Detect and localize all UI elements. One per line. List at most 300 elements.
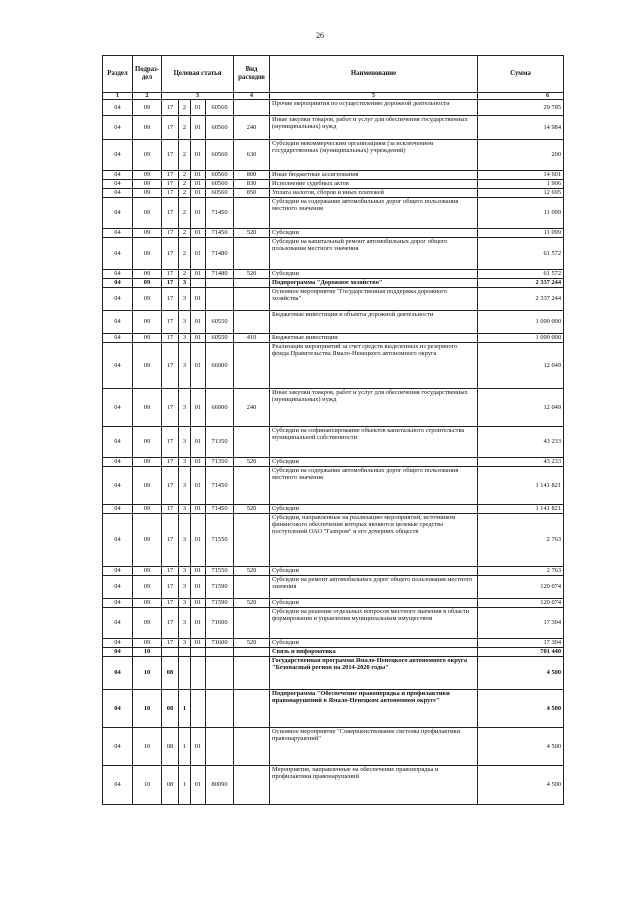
sum-cell: 12 695 xyxy=(478,189,564,198)
program-code-cell: 17 xyxy=(162,140,179,171)
program-code-cell: 17 xyxy=(162,467,179,505)
program-code-cell: 17 xyxy=(162,171,179,180)
direction-code-cell: 60560 xyxy=(206,189,234,198)
direction-code-cell: 60550 xyxy=(206,334,234,343)
program-code-cell: 17 xyxy=(162,100,179,116)
direction-code-cell: 60560 xyxy=(206,180,234,189)
vid-rashodov-cell: 830 xyxy=(234,180,270,189)
subprogram-code-cell: 1 xyxy=(179,766,191,805)
sum-cell: 2 763 xyxy=(478,567,564,576)
razdel-cell: 04 xyxy=(103,198,133,229)
event-code-cell: 01 xyxy=(191,427,206,458)
sum-cell: 2 763 xyxy=(478,514,564,567)
subprogram-code-cell: 3 xyxy=(179,608,191,639)
name-cell: Субсидии на ремонт автомобильных дорог общего пользования местного значения xyxy=(270,576,478,599)
podrazdel-cell: 09 xyxy=(133,343,162,389)
event-code-cell: 01 xyxy=(191,180,206,189)
event-code-cell: 01 xyxy=(191,766,206,805)
subprogram-code-cell: 2 xyxy=(179,180,191,189)
name-cell: Субсидии xyxy=(270,458,478,467)
vid-rashodov-cell: 850 xyxy=(234,189,270,198)
direction-code-cell: 60560 xyxy=(206,116,234,140)
vid-rashodov-cell: 520 xyxy=(234,270,270,279)
header-row xyxy=(103,56,564,93)
subprogram-code-cell: 3 xyxy=(179,567,191,576)
sum-cell: 1 141 821 xyxy=(478,505,564,514)
header-razdel: Раздел xyxy=(103,56,133,93)
sum-cell: 14 984 xyxy=(478,116,564,140)
razdel-cell: 04 xyxy=(103,639,133,648)
subprogram-code-cell: 3 xyxy=(179,458,191,467)
direction-code-cell: 60560 xyxy=(206,140,234,171)
table-row xyxy=(103,648,564,657)
event-code-cell: 01 xyxy=(191,639,206,648)
table-row xyxy=(103,100,564,116)
sum-cell: 2 337 244 xyxy=(478,279,564,288)
podrazdel-cell: 09 xyxy=(133,458,162,467)
budget-table xyxy=(102,55,564,805)
table-row xyxy=(103,599,564,608)
subprogram-code-cell: 1 xyxy=(179,728,191,766)
podrazdel-cell: 09 xyxy=(133,505,162,514)
podrazdel-cell: 09 xyxy=(133,270,162,279)
podrazdel-cell: 09 xyxy=(133,140,162,171)
subprogram-code-cell: 3 xyxy=(179,576,191,599)
program-code-cell: 17 xyxy=(162,116,179,140)
event-code-cell: 01 xyxy=(191,140,206,171)
podrazdel-cell: 09 xyxy=(133,311,162,334)
table-row xyxy=(103,576,564,599)
name-cell: Субсидии, направленные на реализацию мероприятий, источником финансового обеспечения которых являются целевые средства поступлений ОАО "Газпром" и его дочерних обществ xyxy=(270,514,478,567)
event-code-cell: 01 xyxy=(191,334,206,343)
name-cell: Субсидии некоммерческим организациям (за исключением государственных (муниципальных) учреждений) xyxy=(270,140,478,171)
sum-cell: 12 049 xyxy=(478,389,564,427)
name-cell: Субсидии xyxy=(270,639,478,648)
sum-cell: 120 074 xyxy=(478,599,564,608)
sum-cell: 14 601 xyxy=(478,171,564,180)
direction-code-cell: 71480 xyxy=(206,238,234,270)
program-code-cell: 08 xyxy=(162,657,179,690)
direction-code-cell: 66000 xyxy=(206,343,234,389)
subprogram-code-cell: 2 xyxy=(179,270,191,279)
event-code-cell: 01 xyxy=(191,116,206,140)
table-row xyxy=(103,766,564,805)
name-cell: Иные закупки товаров, работ и услуг для обеспечения государственных (муниципальных) нужд xyxy=(270,389,478,427)
direction-code-cell: 71450 xyxy=(206,198,234,229)
event-code-cell: 01 xyxy=(191,576,206,599)
sum-cell: 4 500 xyxy=(478,766,564,805)
sum-cell: 12 049 xyxy=(478,343,564,389)
vid-rashodov-cell xyxy=(234,766,270,805)
table-row xyxy=(103,198,564,229)
direction-code-cell xyxy=(206,728,234,766)
program-code-cell: 08 xyxy=(162,728,179,766)
podrazdel-cell: 09 xyxy=(133,576,162,599)
razdel-cell: 04 xyxy=(103,514,133,567)
name-cell: Бюджетные инвестиции в объекты дорожной деятельности xyxy=(270,311,478,334)
razdel-cell: 04 xyxy=(103,657,133,690)
razdel-cell: 04 xyxy=(103,576,133,599)
subprogram-code-cell: 3 xyxy=(179,599,191,608)
name-cell: Подпрограмма "Дорожное хозяйство" xyxy=(270,279,478,288)
table-row xyxy=(103,427,564,458)
sum-cell: 61 572 xyxy=(478,270,564,279)
podrazdel-cell: 10 xyxy=(133,690,162,728)
name-cell: Основное мероприятие "Совершенствование системы профилактики правонарушений" xyxy=(270,728,478,766)
program-code-cell: 17 xyxy=(162,427,179,458)
header-vid-rashodov: Вид расходов xyxy=(234,56,270,93)
podrazdel-cell: 09 xyxy=(133,171,162,180)
table-row xyxy=(103,279,564,288)
podrazdel-cell: 09 xyxy=(133,514,162,567)
event-code-cell: 01 xyxy=(191,505,206,514)
table-row xyxy=(103,608,564,639)
subprogram-code-cell xyxy=(179,657,191,690)
event-code-cell: 01 xyxy=(191,599,206,608)
event-code-cell: 01 xyxy=(191,229,206,238)
razdel-cell: 04 xyxy=(103,343,133,389)
event-code-cell xyxy=(191,657,206,690)
razdel-cell: 04 xyxy=(103,599,133,608)
table-row xyxy=(103,690,564,728)
table-row xyxy=(103,189,564,198)
subprogram-code-cell: 2 xyxy=(179,189,191,198)
podrazdel-cell: 09 xyxy=(133,189,162,198)
podrazdel-cell: 09 xyxy=(133,608,162,639)
event-code-cell: 01 xyxy=(191,467,206,505)
vid-rashodov-cell xyxy=(234,728,270,766)
direction-code-cell xyxy=(206,288,234,311)
vid-rashodov-cell xyxy=(234,238,270,270)
column-number: 3 xyxy=(162,93,234,100)
page-number: 26 xyxy=(316,31,324,40)
sum-cell: 701 440 xyxy=(478,648,564,657)
column-number: 2 xyxy=(133,93,162,100)
program-code-cell: 17 xyxy=(162,514,179,567)
vid-rashodov-cell xyxy=(234,311,270,334)
program-code-cell: 17 xyxy=(162,311,179,334)
sum-cell: 43 233 xyxy=(478,458,564,467)
subprogram-code-cell: 1 xyxy=(179,690,191,728)
table-row xyxy=(103,140,564,171)
sum-cell: 29 785 xyxy=(478,100,564,116)
name-cell: Бюджетные инвестиции xyxy=(270,334,478,343)
subprogram-code-cell: 3 xyxy=(179,311,191,334)
table-row xyxy=(103,458,564,467)
table-row xyxy=(103,467,564,505)
table-row xyxy=(103,567,564,576)
event-code-cell: 01 xyxy=(191,343,206,389)
name-cell: Мероприятия, направленные на обеспечение правопорядка и профилактики правонарушений xyxy=(270,766,478,805)
event-code-cell: 01 xyxy=(191,608,206,639)
program-code-cell: 17 xyxy=(162,288,179,311)
event-code-cell: 01 xyxy=(191,458,206,467)
direction-code-cell: 71450 xyxy=(206,505,234,514)
vid-rashodov-cell: 520 xyxy=(234,505,270,514)
table-row xyxy=(103,505,564,514)
name-cell: Субсидии на решение отдельных вопросов местного значения в области формирования и управления муниципальным имуществом xyxy=(270,608,478,639)
subprogram-code-cell: 3 xyxy=(179,505,191,514)
program-code-cell: 17 xyxy=(162,238,179,270)
event-code-cell xyxy=(191,279,206,288)
subprogram-code-cell: 3 xyxy=(179,288,191,311)
razdel-cell: 04 xyxy=(103,766,133,805)
sum-cell: 11 099 xyxy=(478,198,564,229)
vid-rashodov-cell xyxy=(234,576,270,599)
direction-code-cell xyxy=(206,657,234,690)
column-number: 1 xyxy=(103,93,133,100)
podrazdel-cell: 10 xyxy=(133,648,162,657)
podrazdel-cell: 09 xyxy=(133,229,162,238)
program-code-cell: 17 xyxy=(162,639,179,648)
event-code-cell: 01 xyxy=(191,567,206,576)
razdel-cell: 04 xyxy=(103,427,133,458)
header-summa: Сумма xyxy=(478,56,564,93)
podrazdel-cell: 09 xyxy=(133,334,162,343)
razdel-cell: 04 xyxy=(103,648,133,657)
direction-code-cell: 60560 xyxy=(206,171,234,180)
podrazdel-cell: 09 xyxy=(133,288,162,311)
direction-code-cell: 71600 xyxy=(206,608,234,639)
podrazdel-cell: 09 xyxy=(133,467,162,505)
vid-rashodov-cell xyxy=(234,690,270,728)
table-row xyxy=(103,238,564,270)
podrazdel-cell: 09 xyxy=(133,116,162,140)
vid-rashodov-cell: 520 xyxy=(234,229,270,238)
sum-cell: 200 xyxy=(478,140,564,171)
table-row xyxy=(103,728,564,766)
table-row xyxy=(103,639,564,648)
name-cell: Субсидии на капитальный ремонт автомобильных дорог общего пользования местного значения xyxy=(270,238,478,270)
sum-cell: 1 141 821 xyxy=(478,467,564,505)
subprogram-code-cell: 3 xyxy=(179,427,191,458)
program-code-cell: 17 xyxy=(162,334,179,343)
direction-code-cell: 60550 xyxy=(206,311,234,334)
event-code-cell xyxy=(191,690,206,728)
table-row xyxy=(103,180,564,189)
razdel-cell: 04 xyxy=(103,728,133,766)
table-row xyxy=(103,229,564,238)
razdel-cell: 04 xyxy=(103,229,133,238)
vid-rashodov-cell xyxy=(234,608,270,639)
razdel-cell: 04 xyxy=(103,505,133,514)
direction-code-cell: 71450 xyxy=(206,467,234,505)
column-number: 5 xyxy=(270,93,478,100)
razdel-cell: 04 xyxy=(103,140,133,171)
event-code-cell: 01 xyxy=(191,238,206,270)
sum-cell: 43 233 xyxy=(478,427,564,458)
direction-code-cell: 71480 xyxy=(206,270,234,279)
subprogram-code-cell: 3 xyxy=(179,514,191,567)
sum-cell: 4 500 xyxy=(478,690,564,728)
table-row xyxy=(103,311,564,334)
program-code-cell: 17 xyxy=(162,343,179,389)
program-code-cell: 17 xyxy=(162,608,179,639)
event-code-cell: 01 xyxy=(191,100,206,116)
vid-rashodov-cell xyxy=(234,657,270,690)
vid-rashodov-cell: 240 xyxy=(234,389,270,427)
event-code-cell: 01 xyxy=(191,189,206,198)
event-code-cell: 01 xyxy=(191,389,206,427)
name-cell: Субсидии xyxy=(270,270,478,279)
sum-cell: 1 000 000 xyxy=(478,311,564,334)
vid-rashodov-cell: 520 xyxy=(234,639,270,648)
razdel-cell: 04 xyxy=(103,467,133,505)
vid-rashodov-cell xyxy=(234,288,270,311)
vid-rashodov-cell: 520 xyxy=(234,567,270,576)
table-row xyxy=(103,657,564,690)
name-cell: Уплата налогов, сборов и иных платежей xyxy=(270,189,478,198)
razdel-cell: 04 xyxy=(103,311,133,334)
direction-code-cell: 60560 xyxy=(206,100,234,116)
subprogram-code-cell: 3 xyxy=(179,639,191,648)
name-cell: Субсидии на софинансирование объектов капитального строительства муниципальной собственности xyxy=(270,427,478,458)
podrazdel-cell: 09 xyxy=(133,599,162,608)
event-code-cell: 01 xyxy=(191,311,206,334)
name-cell: Реализация мероприятий за счет средств выделенных из резервного фонда Правительства Ямало-Ненецкого автономного округа xyxy=(270,343,478,389)
name-cell: Исполнение судебных актов xyxy=(270,180,478,189)
name-cell: Иные бюджетные ассигнования xyxy=(270,171,478,180)
program-code-cell: 17 xyxy=(162,270,179,279)
direction-code-cell: 71600 xyxy=(206,639,234,648)
table-row xyxy=(103,171,564,180)
direction-code-cell xyxy=(206,648,234,657)
program-code-cell: 17 xyxy=(162,180,179,189)
razdel-cell: 04 xyxy=(103,690,133,728)
subprogram-code-cell: 2 xyxy=(179,100,191,116)
direction-code-cell: 80090 xyxy=(206,766,234,805)
podrazdel-cell: 10 xyxy=(133,766,162,805)
name-cell: Субсидии xyxy=(270,505,478,514)
subprogram-code-cell: 3 xyxy=(179,343,191,389)
razdel-cell: 04 xyxy=(103,171,133,180)
razdel-cell: 04 xyxy=(103,389,133,427)
razdel-cell: 04 xyxy=(103,288,133,311)
program-code-cell: 17 xyxy=(162,389,179,427)
direction-code-cell: 71590 xyxy=(206,599,234,608)
podrazdel-cell: 09 xyxy=(133,238,162,270)
vid-rashodov-cell: 520 xyxy=(234,458,270,467)
sum-cell: 17 304 xyxy=(478,608,564,639)
subprogram-code-cell: 2 xyxy=(179,198,191,229)
sum-cell: 1 000 000 xyxy=(478,334,564,343)
name-cell: Основное мероприятие "Государственная поддержка дорожного хозяйства" xyxy=(270,288,478,311)
table-row xyxy=(103,334,564,343)
vid-rashodov-cell xyxy=(234,279,270,288)
name-cell: Субсидии на содержание автомобильных дорог общего пользования местного значения xyxy=(270,467,478,505)
direction-code-cell: 71350 xyxy=(206,458,234,467)
event-code-cell: 01 xyxy=(191,514,206,567)
razdel-cell: 04 xyxy=(103,279,133,288)
program-code-cell: 17 xyxy=(162,229,179,238)
sum-cell: 120 074 xyxy=(478,576,564,599)
sum-cell: 11 099 xyxy=(478,229,564,238)
program-code-cell: 17 xyxy=(162,505,179,514)
header-celevaya-statya: Целевая статья xyxy=(162,56,234,93)
vid-rashodov-cell: 630 xyxy=(234,140,270,171)
podrazdel-cell: 09 xyxy=(133,279,162,288)
table-row xyxy=(103,514,564,567)
podrazdel-cell: 09 xyxy=(133,389,162,427)
program-code-cell: 17 xyxy=(162,279,179,288)
vid-rashodov-cell xyxy=(234,427,270,458)
subprogram-code-cell: 2 xyxy=(179,229,191,238)
podrazdel-cell: 09 xyxy=(133,639,162,648)
vid-rashodov-cell xyxy=(234,467,270,505)
sum-cell: 1 906 xyxy=(478,180,564,189)
razdel-cell: 04 xyxy=(103,189,133,198)
vid-rashodov-cell: 240 xyxy=(234,116,270,140)
vid-rashodov-cell xyxy=(234,100,270,116)
vid-rashodov-cell: 520 xyxy=(234,599,270,608)
program-code-cell: 17 xyxy=(162,198,179,229)
subprogram-code-cell: 2 xyxy=(179,140,191,171)
name-cell: Связь и информатика xyxy=(270,648,478,657)
direction-code-cell: 71590 xyxy=(206,576,234,599)
podrazdel-cell: 09 xyxy=(133,198,162,229)
name-cell: Государственная программа Ямало-Ненецкого автономного округа "Безопасный регион на 2014-2020 годы" xyxy=(270,657,478,690)
sum-cell: 17 304 xyxy=(478,639,564,648)
event-code-cell: 01 xyxy=(191,270,206,279)
direction-code-cell: 71550 xyxy=(206,567,234,576)
program-code-cell: 17 xyxy=(162,458,179,467)
sum-cell: 61 572 xyxy=(478,238,564,270)
podrazdel-cell: 09 xyxy=(133,100,162,116)
program-code-cell: 17 xyxy=(162,189,179,198)
razdel-cell: 04 xyxy=(103,270,133,279)
direction-code-cell: 71550 xyxy=(206,514,234,567)
razdel-cell: 04 xyxy=(103,238,133,270)
header-podrazdel: Подраз- дел xyxy=(133,56,162,93)
name-cell: Субсидии xyxy=(270,567,478,576)
subprogram-code-cell xyxy=(179,648,191,657)
program-code-cell: 08 xyxy=(162,690,179,728)
header-naimenovanie: Наименование xyxy=(270,56,478,93)
table-row xyxy=(103,116,564,140)
vid-rashodov-cell xyxy=(234,514,270,567)
event-code-cell: 01 xyxy=(191,198,206,229)
name-cell: Прочие мероприятия по осуществлению дорожной деятельности xyxy=(270,100,478,116)
razdel-cell: 04 xyxy=(103,608,133,639)
razdel-cell: 04 xyxy=(103,567,133,576)
column-numbers-row xyxy=(103,93,564,100)
vid-rashodov-cell: 410 xyxy=(234,334,270,343)
vid-rashodov-cell xyxy=(234,343,270,389)
sum-cell: 4 500 xyxy=(478,728,564,766)
podrazdel-cell: 09 xyxy=(133,567,162,576)
event-code-cell: 01 xyxy=(191,288,206,311)
name-cell: Субсидии на содержание автомобильных дорог общего пользования местного значения xyxy=(270,198,478,229)
direction-code-cell xyxy=(206,690,234,728)
name-cell: Субсидии xyxy=(270,599,478,608)
vid-rashodov-cell xyxy=(234,198,270,229)
direction-code-cell: 66000 xyxy=(206,389,234,427)
razdel-cell: 04 xyxy=(103,116,133,140)
program-code-cell: 17 xyxy=(162,576,179,599)
event-code-cell: 01 xyxy=(191,171,206,180)
program-code-cell xyxy=(162,648,179,657)
program-code-cell: 08 xyxy=(162,766,179,805)
subprogram-code-cell: 3 xyxy=(179,334,191,343)
podrazdel-cell: 09 xyxy=(133,427,162,458)
table-row xyxy=(103,288,564,311)
subprogram-code-cell: 3 xyxy=(179,279,191,288)
subprogram-code-cell: 2 xyxy=(179,171,191,180)
razdel-cell: 04 xyxy=(103,180,133,189)
subprogram-code-cell: 2 xyxy=(179,116,191,140)
vid-rashodov-cell xyxy=(234,648,270,657)
podrazdel-cell: 10 xyxy=(133,657,162,690)
